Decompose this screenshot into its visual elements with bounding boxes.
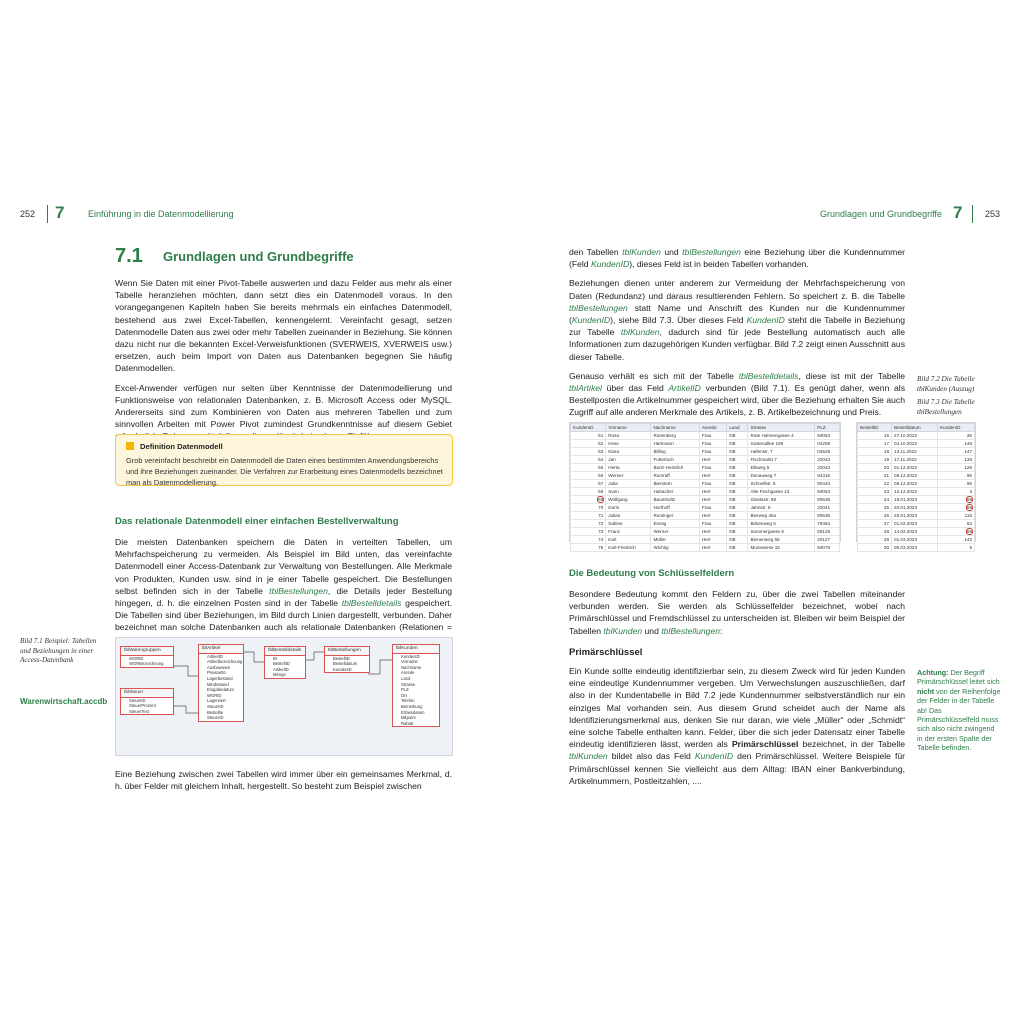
- paragraph: Eine Beziehung zwischen zwei Tabellen wird immer über ein gemeinsames Merkmal, d. h. über Felder mit gleichem Inhalt, hergestellt. So besteht zum Beispiel zwischen: [115, 769, 452, 792]
- table-cell: Sommergasse 6: [748, 528, 815, 536]
- table-cell: 5: [937, 544, 974, 552]
- table-row: [858, 520, 975, 528]
- entity-tblWarengruppen: tblWarengruppen WGRID WGRBezeichnung: [120, 646, 174, 668]
- table-cell: Mooswiese 10: [748, 544, 815, 552]
- table-cell: Fischmarkt 7: [748, 456, 815, 464]
- info-icon: [126, 442, 134, 450]
- paragraph: Genauso verhält es sich mit der Tabelle tblBestelldetails, diese ist mit der Tabelle tblArtikel über das Feld ArtikelID verbunden (Bild 7.1). Es genügt daher, wenn als Bestellposten die Artikelnummer gespeichert wird, über die Beziehung erhalten Sie auch Zugriff auf alle anderen Merkmale des Artikels, z. B. Artikelbezeichnung und Preis.: [569, 370, 906, 418]
- table-cell: 23: [858, 488, 892, 496]
- definition-box: [115, 434, 453, 486]
- table-cell: 65: [571, 464, 606, 472]
- right-header-divider: [972, 205, 973, 223]
- table-cell: 90443: [815, 480, 840, 488]
- table-cell: 61: [571, 432, 606, 440]
- table-cell: Rote Hahnengasse 4: [748, 432, 815, 440]
- table-cell: Baumholtz: [651, 496, 699, 504]
- table-cell: 66: [571, 472, 606, 480]
- table-cell: 94078: [815, 544, 840, 552]
- paragraph: Excel-Anwender verfügen nur selten über Kenntnisse der Datenmodellierung und Funktionsweise von relationalen Datenbanken, z. B. Microsoft Access oder MySQL. Andererseits sind zum Kombinieren von Daten aus mehreren Tabellen und zum sinnvollen Arbeiten mit Power Pivot zumindest Grundkenntnisse auf diesem Gebiet: [115, 382, 452, 430]
- table-cell: Futterloch: [651, 456, 699, 464]
- table-row: [858, 448, 975, 456]
- column-header: KundenID: [571, 424, 606, 432]
- section-title: Grundlagen und Grundbegriffe: [163, 249, 354, 264]
- table-cell: Runtinger: [651, 512, 699, 520]
- table-cell: 55129: [815, 528, 840, 536]
- table-row: [858, 544, 975, 552]
- highlighted-value: 69: [966, 505, 972, 510]
- table-cell: Billing: [651, 448, 699, 456]
- left-body-end: [115, 768, 452, 799]
- figure-caption-7-2: Bild 7.2 Die Tabelle tblKunden (Auszug): [917, 375, 975, 393]
- table-cell: Klara: [606, 448, 651, 456]
- table-cell: DE: [727, 448, 748, 456]
- bestellungen-table: [857, 423, 975, 552]
- table-cell: Franz: [606, 528, 651, 536]
- table-cell: Frau: [699, 520, 727, 528]
- table-row: [858, 464, 975, 472]
- relation-line: [304, 652, 324, 660]
- table-cell: 25: [858, 504, 892, 512]
- table-cell: Bierstern: [651, 480, 699, 488]
- table-cell: DE: [727, 520, 748, 528]
- table-cell: Doris: [606, 504, 651, 512]
- right-body-primary-key: [569, 665, 905, 794]
- right-body-keys: [569, 588, 905, 644]
- table-cell: Hartmann: [651, 440, 699, 448]
- table-cell: 27: [858, 520, 892, 528]
- table-cell: DE: [727, 504, 748, 512]
- paragraph: Besondere Bedeutung kommt den Feldern zu, über die zwei Tabellen miteinander verbunden werden. Sie werden als Schlüsselfelder bezeichnet, wobei nach Primärschlüssel und Fremdschlüssel zu unterscheiden ist. Bleiben wir beim Beispiel der Tabellen tblKunden und tblBestellungen:: [569, 589, 905, 636]
- table-cell: DE: [727, 472, 748, 480]
- table-cell: 14.02.2023: [892, 528, 938, 536]
- table-cell: 126: [937, 464, 974, 472]
- table-row: [571, 456, 840, 464]
- table-row: [858, 504, 975, 512]
- subheading-primary-key: Primärschlüssel: [569, 647, 643, 658]
- section-number: 7.1: [115, 245, 143, 267]
- table-cell: 19.01.2023: [892, 496, 938, 504]
- table-cell: DE: [727, 488, 748, 496]
- table-cell: 22: [858, 480, 892, 488]
- table-row: [858, 496, 975, 504]
- table-cell: Northoff: [651, 504, 699, 512]
- kunden-table-screenshot: [569, 422, 841, 550]
- table-cell: 80638: [815, 496, 840, 504]
- table-cell: Frau: [699, 504, 727, 512]
- table-cell: 75: [571, 544, 606, 552]
- table-cell: Julia: [606, 480, 651, 488]
- table-cell: Herr: [699, 456, 727, 464]
- table-cell: 04.10.2022: [892, 440, 938, 448]
- table-cell: Karl-Friedrich: [606, 544, 651, 552]
- left-page-number: 252: [20, 209, 36, 219]
- side-note-attention: Achtung: Der Begriff Primärschlüssel leitet sich nicht von der Reihenfolge der Felder in der Tabelle ab! Das Primärschlüsselfeld muss sich also nicht zwingend in der ersten Spalte der Tabelle befinden.: [917, 668, 1001, 753]
- definition-title-text: Definition Datenmodell: [140, 442, 223, 451]
- table-cell: 72: [571, 520, 606, 528]
- table-row: [858, 528, 975, 536]
- side-file-name: Warenwirtschaft.accdb: [20, 697, 108, 706]
- table-cell: 21: [858, 472, 892, 480]
- table-row: [571, 448, 840, 456]
- table-cell: Frau: [699, 480, 727, 488]
- table-cell: 142: [937, 536, 974, 544]
- left-body-intro: [115, 277, 452, 450]
- table-cell: 20.01.2023: [892, 504, 938, 512]
- column-header: Vorname: [606, 424, 651, 432]
- table-cell: Werner: [606, 472, 651, 480]
- table-cell: Herr: [699, 544, 727, 552]
- table-row: [571, 440, 840, 448]
- table-cell: 67: [571, 480, 606, 488]
- table-cell: 22043: [815, 456, 840, 464]
- table-row: [571, 544, 840, 552]
- relation-line: [172, 706, 198, 713]
- subheading-key-fields: Die Bedeutung von Schlüsselfeldern: [569, 568, 735, 579]
- table-cell: 08.12.2022: [892, 480, 938, 488]
- table-cell: Wichtig: [651, 544, 699, 552]
- table-row: [858, 472, 975, 480]
- table-cell: 01.12.2022: [892, 464, 938, 472]
- table-cell: Donauweg 7: [748, 472, 815, 480]
- table-cell: 68: [571, 488, 606, 496]
- entity-tblArtikel: tblArtikel ArtikelID Artikelbezeichnung Ausbauware Preisnetto Lagerbestand Mindestand Eingabedatum WGRID Lagerwert SteuerID Bestellte SteuerID: [198, 644, 244, 722]
- table-cell: DE: [727, 440, 748, 448]
- table-row: [571, 536, 840, 544]
- table-cell: 12.12.2022: [892, 488, 938, 496]
- table-cell: [937, 528, 974, 536]
- table-cell: 147: [937, 448, 974, 456]
- table-row: [571, 480, 840, 488]
- right-body-top: [569, 246, 905, 426]
- figure-caption-7-3: Bild 7.3 Die Tabelle tblBestellungen: [917, 398, 975, 416]
- table-cell: Herta: [606, 464, 651, 472]
- entity-tblBestellungen: tblBestellungen BestellID Bestelldatum KundenID: [324, 646, 370, 673]
- table-cell: 04259: [815, 440, 840, 448]
- table-cell: 63: [571, 448, 606, 456]
- table-cell: 80636: [815, 512, 840, 520]
- relation-line: [368, 660, 392, 674]
- table-cell: 62: [571, 440, 606, 448]
- table-cell: 26: [858, 512, 892, 520]
- column-header: PLZ: [815, 424, 840, 432]
- table-cell: 64: [571, 456, 606, 464]
- column-header: Anrede: [699, 424, 727, 432]
- table-row: [858, 440, 975, 448]
- table-cell: Alte Fischgasse 13: [748, 488, 815, 496]
- table-cell: Herr: [699, 488, 727, 496]
- table-row: [858, 432, 975, 440]
- table-cell: DE: [727, 528, 748, 536]
- relation-line: [242, 652, 264, 662]
- left-header-divider: [47, 205, 48, 223]
- table-cell: 30: [858, 544, 892, 552]
- figure-caption-7-1: Bild 7.1 Beispiel: Tabellen und Beziehungen in einer Access-Datenbank: [20, 637, 97, 664]
- table-cell: Wolfgang: [606, 496, 651, 504]
- table-cell: 94053: [815, 432, 840, 440]
- table-cell: 22043: [815, 464, 840, 472]
- table-cell: DE: [727, 456, 748, 464]
- table-cell: 71: [571, 512, 606, 520]
- table-cell: [937, 496, 974, 504]
- subheading-relational-model: Das relationale Datenmodell einer einfachen Bestellverwaltung: [115, 516, 399, 527]
- table-cell: Frau: [699, 464, 727, 472]
- table-row: [571, 432, 840, 440]
- table-cell: 05.03.2023: [892, 544, 938, 552]
- table-cell: Hubacher: [651, 488, 699, 496]
- table-row: [571, 512, 840, 520]
- table-cell: Bienenweg 55: [748, 536, 815, 544]
- table-cell: Elbweg 5: [748, 464, 815, 472]
- table-row: [571, 504, 840, 512]
- table-cell: 24: [858, 496, 892, 504]
- table-row: [571, 472, 840, 480]
- table-cell: 96: [937, 472, 974, 480]
- paragraph: Ein Kunde sollte eindeutig identifizierbar sein, zu diesem Zweck wird für jeden Kunden eine eindeutige Kundennummer vergeben. Um Verwechslungen auszuschließen, darf also in der Kundentabelle in Bild 7.2 jede Kundennummer selbstverständlich nur ein einziges Mal vorhanden sein. Aus diesem Grund scheidet auch der Name als Identifizierungsmerkmal aus, denken Sie nur daran, wie viele „Müller“ oder „Schmidt“ eine solche Tabelle enthalten kann. Felder, über die sich jeder Datensatz einer Tabelle eindeutig identifizieren lässt, werden als Primärschlüssel bezeichnet, in der Tabelle tblKunden bildet also das Feld KundenID den Primärschlüssel. Weitere Beispiele für Primärschlüssel kennen Sie vielleicht aus dem Alltag: IBAN einer Bankverbindung, Artikelnummern, Postleitzahlen, ....: [569, 666, 906, 786]
- column-header: Strasse: [748, 424, 815, 432]
- table-cell: Frau: [699, 448, 727, 456]
- table-row: [571, 528, 840, 536]
- paragraph: Die meisten Datenbanken speichern die Daten in verteilten Tabellen, um Mehrfachspeicherung zu vermeiden. Als Beispiel im Bild unten, das vereinfachte Datenmodell einer Access-Datenbank zur Verwaltung von Bestellungen. Alle Merkmale von Produkten, Kunden usw. sind in je einer Tabelle gespeichert. Die Bestellungen selbst befinden sich in der Tabelle tblBestellungen, die Details jeder Bestellung hingegen, d. h. die einzelnen Posten sind in der Tabelle tblBestelldetails gespeichert. Die Tabellen sind über Beziehungen, im Bild durch Linien dargestellt, verbunden. Daher bezeichnet man solche Datenbanken auch als relationale Datenbanken (Relationen =: [115, 537, 453, 633]
- column-header: Bestelldatum: [892, 424, 938, 432]
- table-cell: Gartenallee 199: [748, 440, 815, 448]
- table-cell: Emsig: [651, 520, 699, 528]
- table-cell: Bierweg 40a: [748, 512, 815, 520]
- table-cell: 3: [937, 488, 974, 496]
- table-cell: 146: [937, 440, 974, 448]
- right-page-number: 253: [985, 209, 1001, 219]
- table-row: [858, 480, 975, 488]
- relation-line: [172, 666, 198, 676]
- left-body-relational: [115, 536, 452, 653]
- paragraph: den Tabellen tblKunden und tblBestellungen eine Beziehung über die Kundennummer (Feld KundenID), dieses Feld ist in beiden Tabellen vorhanden.: [569, 247, 905, 270]
- table-cell: DE: [727, 544, 748, 552]
- table-cell: 94315: [815, 472, 840, 480]
- table-cell: 115: [937, 512, 974, 520]
- table-cell: Bartz-Heimlich: [651, 464, 699, 472]
- table-cell: Herr: [699, 472, 727, 480]
- table-cell: 25: [937, 432, 974, 440]
- right-chapter-number: 7: [953, 203, 963, 222]
- table-cell: 74: [571, 536, 606, 544]
- table-cell: Frau: [699, 440, 727, 448]
- table-cell: 04529: [815, 448, 840, 456]
- column-header: Nachname: [651, 424, 699, 432]
- table-cell: 98: [937, 480, 974, 488]
- table-cell: Karl: [606, 536, 651, 544]
- table-cell: Herr: [699, 528, 727, 536]
- table-cell: Werner: [651, 528, 699, 536]
- table-cell: 17: [858, 440, 892, 448]
- definition-title: [126, 442, 223, 451]
- table-row: [858, 488, 975, 496]
- table-cell: DE: [727, 464, 748, 472]
- column-header: KundenID: [937, 424, 974, 432]
- table-cell: Jan: [606, 456, 651, 464]
- column-header: Land: [727, 424, 748, 432]
- table-cell: Sven: [606, 488, 651, 496]
- table-cell: Giselastr. 88: [748, 496, 815, 504]
- table-cell: Irene: [606, 440, 651, 448]
- table-cell: 20: [858, 464, 892, 472]
- table-cell: 17.11.2022: [892, 456, 938, 464]
- entity-tblKunden: tblKunden KundenID Vorname Nachname Anrede Land Strasse PLZ Ort Telefon Bemerkung Erfassdatum Mitpoint Rabatt: [392, 644, 440, 727]
- table-cell: Rosenberg: [651, 432, 699, 440]
- paragraph: Beziehungen dienen unter anderem zur Vermeidung der Mehrfachspeicherung von Daten (Redundanz) und daraus resultierenden Fehlern. So speichert z. B. die Tabelle tblBestellungen statt Name und Anschrift des Kunden nur die Kundennummer (KundenID), siehe Bild 7.3. Über dieses Feld KundenID steht die Tabelle in Beziehung zur Tabelle tblKunden, dadurch sind für jede Bestellung automatisch auch alle Informationen zum dazugehörigen Kunden verfügbar. Bild 7.2 zeigt einen Ausschnitt aus dieser Tabelle.: [569, 278, 906, 362]
- table-cell: Rosa: [606, 432, 651, 440]
- bestellungen-table-screenshot: [856, 422, 976, 550]
- table-cell: 13.11.2022: [892, 448, 938, 456]
- table-cell: 138: [937, 456, 974, 464]
- table-cell: 22041: [815, 504, 840, 512]
- relationship-diagram: [115, 637, 453, 756]
- table-cell: 08.12.2022: [892, 472, 938, 480]
- entity-tblBestelldetails: tblBestelldetails ID BestellID ArtikelID Menge: [264, 646, 306, 679]
- table-row: [571, 488, 840, 496]
- table-row: [571, 520, 840, 528]
- table-row: [858, 512, 975, 520]
- table-cell: Herr: [699, 496, 727, 504]
- highlighted-value: 69: [598, 497, 604, 502]
- table-cell: 29: [858, 536, 892, 544]
- table-cell: Schnellstr. 6: [748, 480, 815, 488]
- right-header-title: Grundlagen und Grundbegriffe: [820, 209, 942, 219]
- left-chapter-number: 7: [55, 203, 65, 222]
- table-cell: 63: [937, 520, 974, 528]
- table-cell: DE: [727, 432, 748, 440]
- table-cell: 19: [858, 456, 892, 464]
- table-row: [858, 536, 975, 544]
- table-cell: 78464: [815, 520, 840, 528]
- highlighted-value: 69: [966, 529, 972, 534]
- table-cell: Birkenweg 6: [748, 520, 815, 528]
- table-cell: 70: [571, 504, 606, 512]
- table-cell: DE: [727, 512, 748, 520]
- paragraph: Wenn Sie Daten mit einer Pivot-Tabelle auswerten und dazu Felder aus mehr als einer Tabelle heranziehen möchten, dann setzt dies ein Datenmodell voraus. In den vorangegangenen Kapiteln haben Sie bereits mehrmals ein einfaches Datenmodell, bestehend aus zwei Excel-Tabellen, kennengelernt. Vereinfacht gesagt, setzen Datenmodelle Daten aus zwei oder mehr Tabellen zueinander in Beziehung. Sie können dazu nicht nur die bekannten Excel-Verweisfunktionen (SVERWEIS, XVERWEIS usw.) ersetzen, auch beim Import von Daten aus Datenbanken begegnen Sie häufig Datenmodellen.: [115, 278, 452, 374]
- table-cell: DE: [727, 496, 748, 504]
- table-cell: Jahnstr. 9: [748, 504, 815, 512]
- table-cell: 01.03.2023: [892, 536, 938, 544]
- left-chapter-title: Einführung in die Datenmodellierung: [88, 209, 234, 219]
- kunden-table: [570, 423, 840, 552]
- highlighted-value: 69: [966, 497, 972, 502]
- table-cell: [571, 496, 606, 504]
- entity-tblSteuer: tblSteuer SteuerID SteuerProzent SteuerText: [120, 688, 174, 715]
- table-row: [571, 464, 840, 472]
- table-cell: DE: [727, 536, 748, 544]
- table-cell: 27.10.2022: [892, 432, 938, 440]
- table-cell: Herr: [699, 512, 727, 520]
- table-cell: Hafenstr. 7: [748, 448, 815, 456]
- table-cell: Sabine: [606, 520, 651, 528]
- table-cell: 01.02.2023: [892, 520, 938, 528]
- table-cell: 18: [858, 448, 892, 456]
- table-cell: 28: [858, 528, 892, 536]
- definition-text: Grob vereinfacht beschreibt ein Datenmodell die Daten eines bestimmten Anwendungsbereichs und ihre Beziehungen zueinander. Die Verfahren zur Erarbeitung eines Datenmodells bezeichnet man als Datenmodellierung.: [126, 456, 443, 487]
- table-cell: Rumraff: [651, 472, 699, 480]
- table-cell: Julian: [606, 512, 651, 520]
- table-cell: Frau: [699, 432, 727, 440]
- table-row: [571, 496, 840, 504]
- table-cell: 20127: [815, 536, 840, 544]
- table-cell: Müller: [651, 536, 699, 544]
- table-cell: 16: [858, 432, 892, 440]
- table-cell: Herr: [699, 536, 727, 544]
- column-header: BestellID: [858, 424, 892, 432]
- table-row: [858, 456, 975, 464]
- table-cell: 94053: [815, 488, 840, 496]
- table-cell: DE: [727, 480, 748, 488]
- table-cell: 25.01.2023: [892, 512, 938, 520]
- table-cell: 73: [571, 528, 606, 536]
- table-cell: [937, 504, 974, 512]
